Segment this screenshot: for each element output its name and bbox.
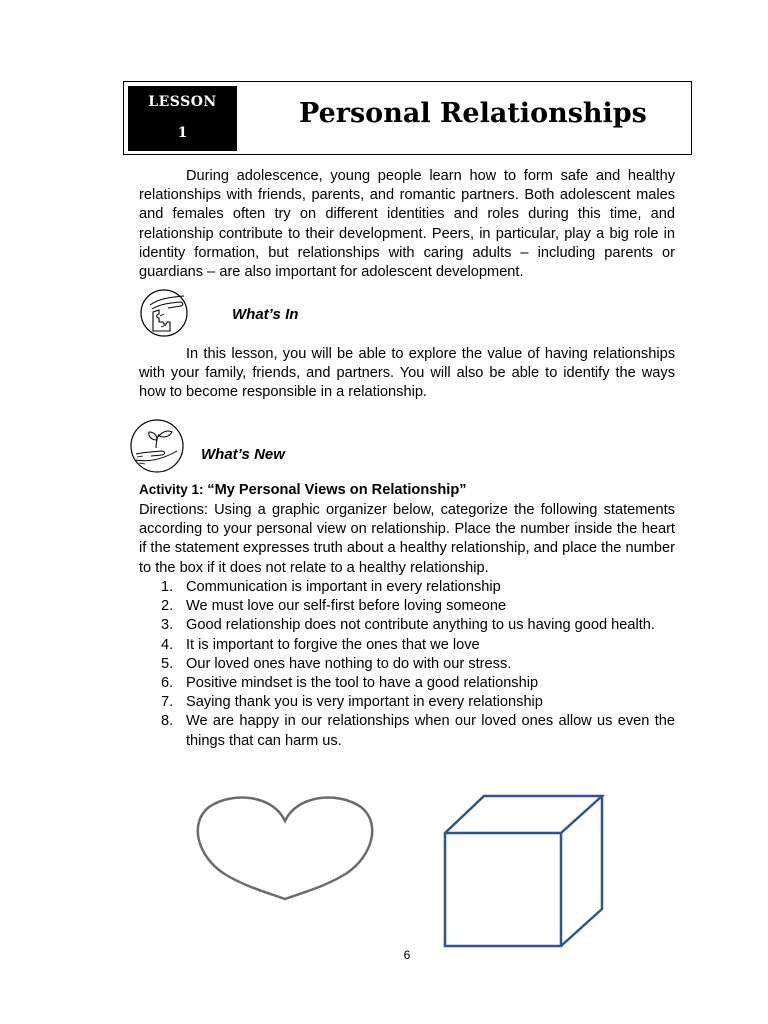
- lesson-number: 1: [177, 125, 188, 141]
- activity-directions: Directions: Using a graphic organizer below, categorize the following statements according to your personal view on relationship. Place the number inside the heart if the statement expresses truth about a healthy relationship, and place the number to the box if it does not relate to a healthy relationship.: [139, 502, 675, 576]
- list-item: 2. We must love our self-first before loving someone: [161, 598, 507, 615]
- hand-sprout-icon: [127, 418, 187, 474]
- intro-paragraph: During adolescence, young people learn how to form safe and healthy relationships with friends, parents, and romantic partners. Both adolescent males and females often try on different identities and roles during this time, and relationship contribute to their development. Peers, in particular, play a big role in identity formation, but relationships with caring adults – including parents or guardians – are also important for adolescent development.: [139, 168, 675, 281]
- hand-puzzle-icon: [140, 287, 192, 339]
- lesson-header: [123, 81, 692, 155]
- whats-new-title: What’s New: [201, 446, 285, 463]
- list-item: 3. Good relationship does not contribute anything to us having good health.: [161, 617, 655, 634]
- page-title: Personal Relationships: [299, 98, 647, 129]
- list-item: 7. Saying thank you is very important in every relationship: [161, 694, 543, 711]
- statement-list: [139, 578, 675, 751]
- whats-in-paragraph: In this lesson, you will be able to explore the value of having relationships with your family, friends, and partners. You will also be able to identify the ways how to become responsible in a relationship.: [139, 346, 675, 401]
- list-item: 6. Positive mindset is the tool to have a good relationship: [161, 675, 539, 692]
- list-item: 5. Our loved ones have nothing to do with our stress.: [161, 655, 512, 672]
- list-item: 1. Communication is important in every relationship: [161, 579, 501, 595]
- activity-name: “My Personal Views on Relationship”: [207, 482, 467, 498]
- box-organizer[interactable]: [440, 792, 608, 950]
- activity-label: Activity 1:: [139, 482, 204, 497]
- lesson-badge: [128, 86, 237, 151]
- page-number: 6: [403, 948, 411, 962]
- lesson-label: LESSON: [148, 94, 217, 110]
- heart-organizer[interactable]: [195, 793, 375, 903]
- activity-title: [139, 482, 467, 498]
- whats-in-title: What’s In: [232, 306, 299, 323]
- list-item: 8. We are happy in our relationships when our loved ones allow us even the things that can harm us.: [161, 713, 675, 749]
- list-item: 4. It is important to forgive the ones that we love: [161, 636, 480, 653]
